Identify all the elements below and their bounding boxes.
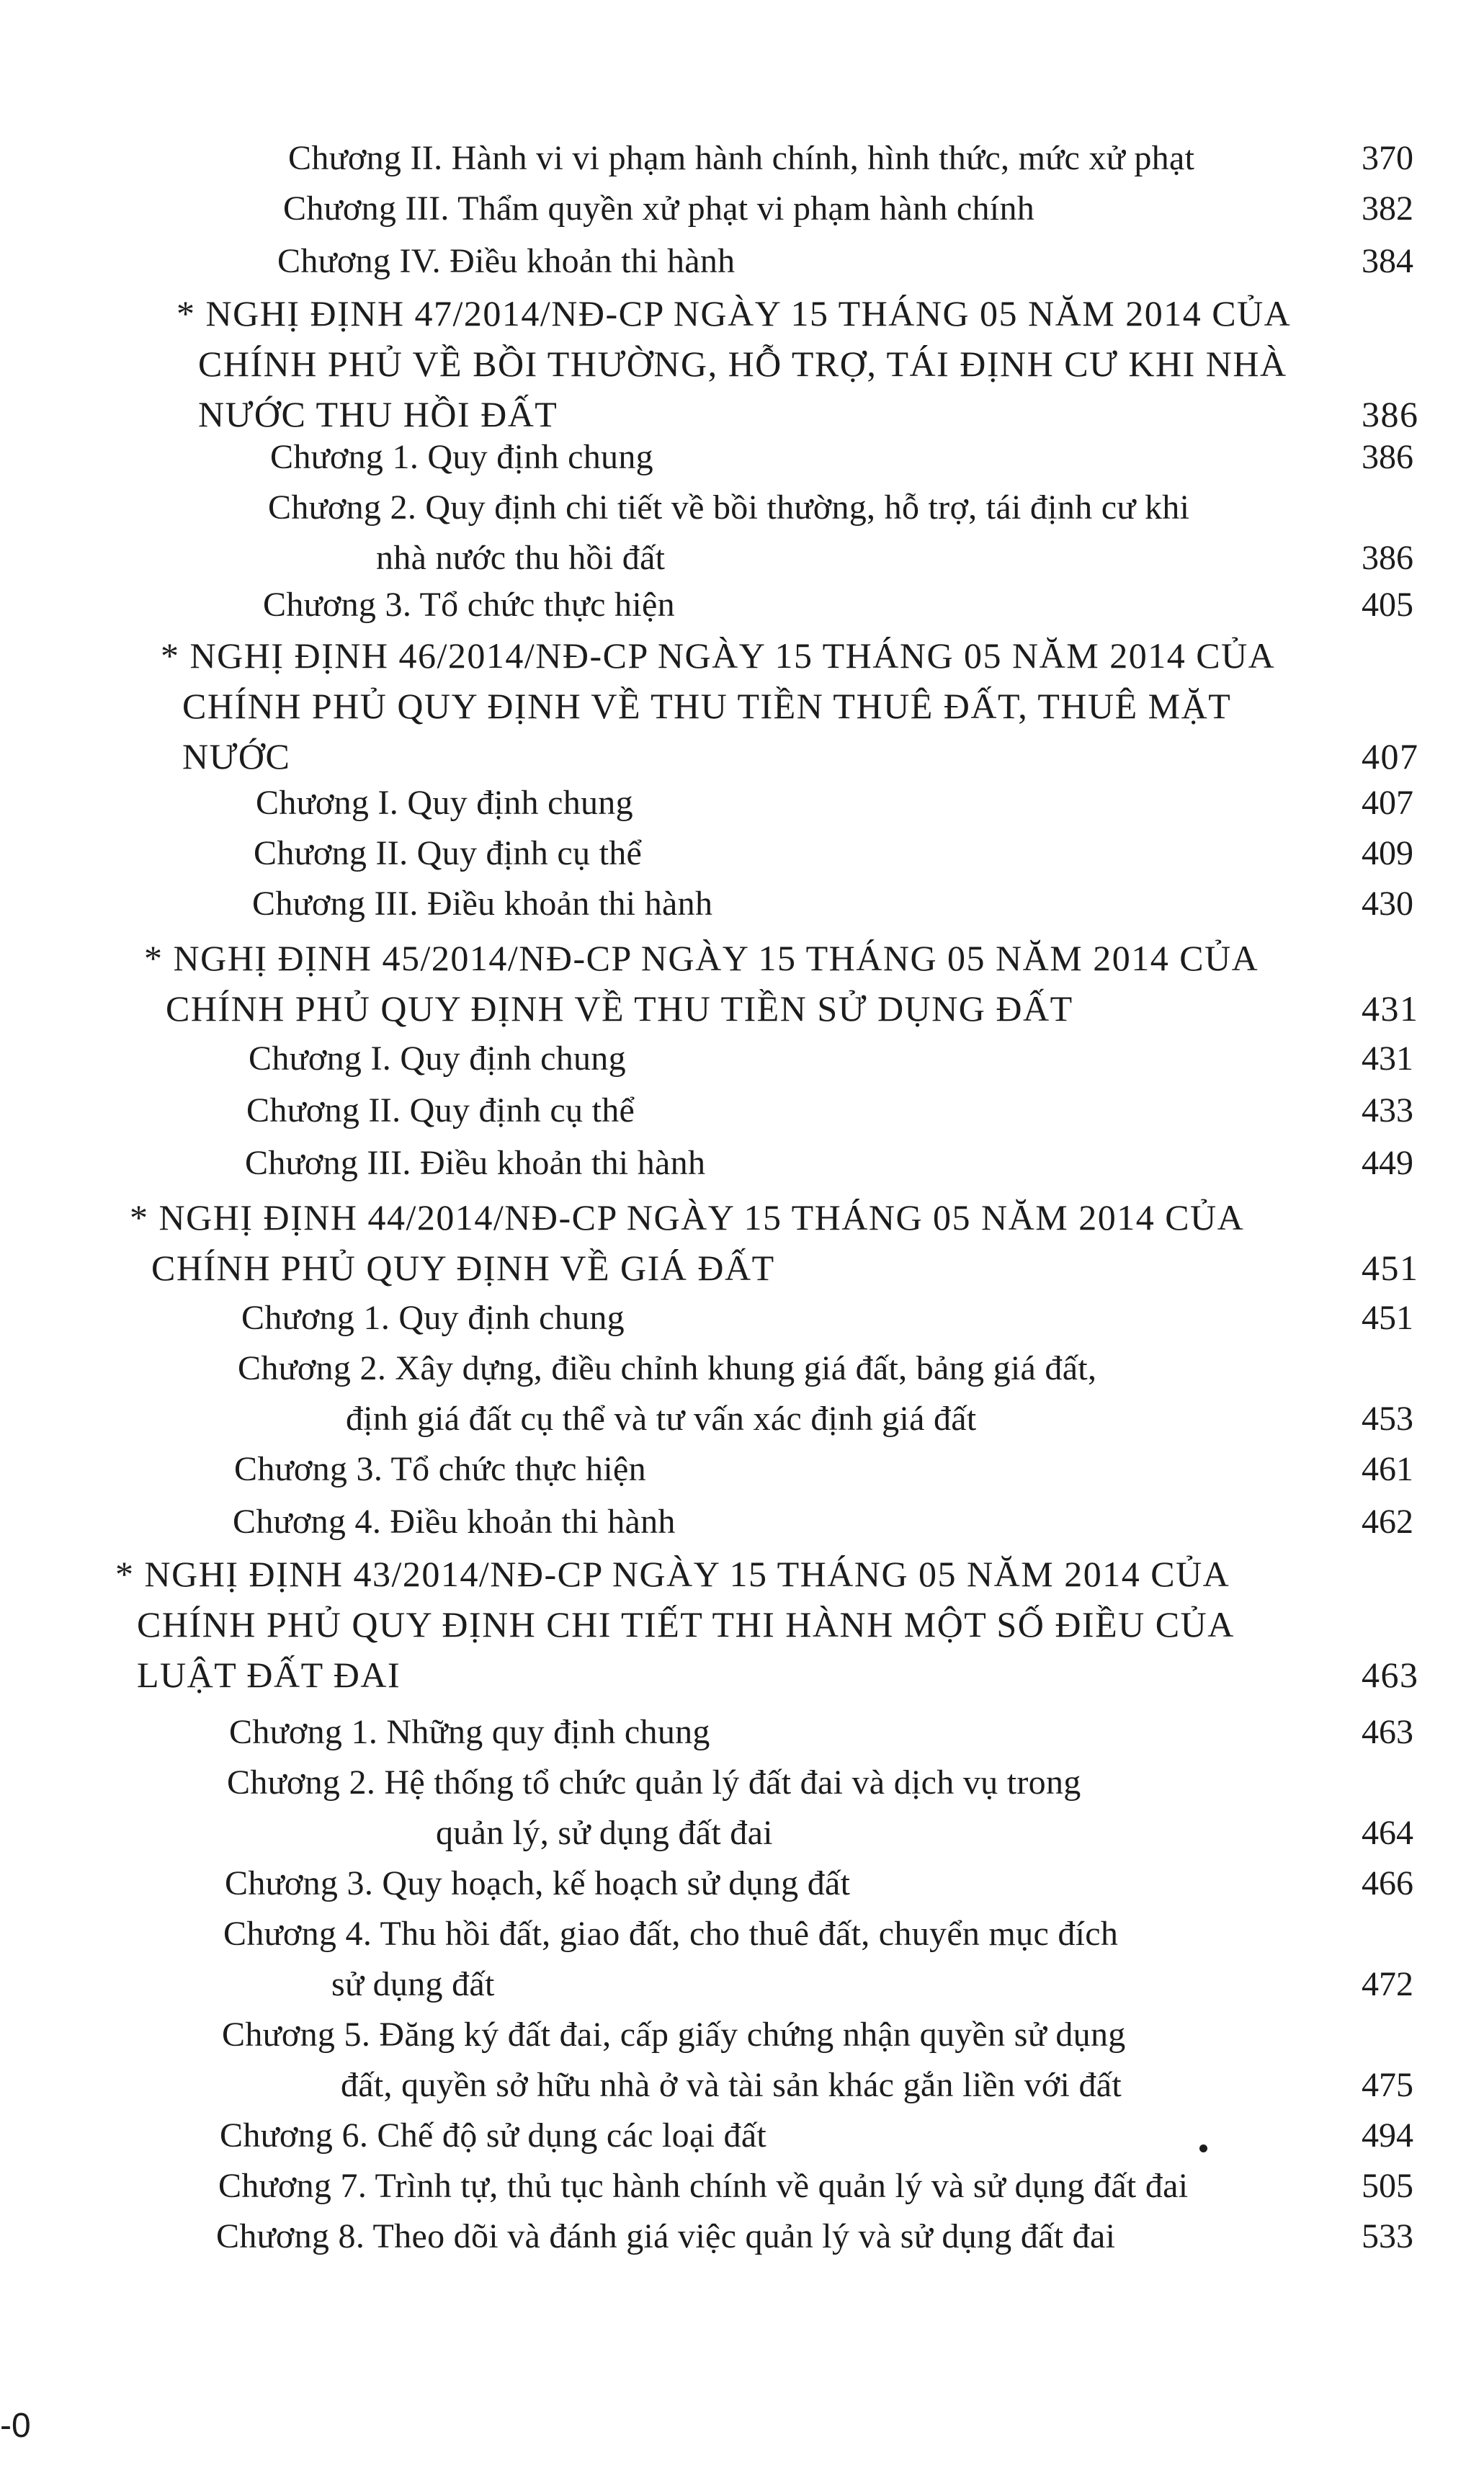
toc-entry-text-line: CHÍNH PHỦ QUY ĐỊNH VỀ GIÁ ĐẤT	[151, 1248, 775, 1288]
toc-entry-text-line: Chương I. Quy định chung	[249, 1039, 626, 1078]
toc-page-number: 382	[1362, 189, 1413, 228]
toc-page-number: 461	[1362, 1450, 1413, 1488]
toc-chapter-entry	[0, 436, 1484, 486]
toc-entry-text-line: sử dụng đất	[331, 1965, 495, 2003]
toc-chapter-entry	[0, 2165, 1484, 2215]
toc-decree-entry	[0, 936, 1484, 1037]
toc-decree-entry	[0, 634, 1484, 785]
toc-chapter-entry	[0, 1037, 1484, 1088]
toc-page-number: 409	[1362, 834, 1413, 872]
toc-entry-text-line: Chương IV. Điều khoản thi hành	[277, 242, 736, 280]
toc-entry-text-line: Chương 1. Quy định chung	[241, 1299, 625, 1337]
toc-chapter-entry	[0, 2114, 1484, 2165]
toc-chapter-entry	[0, 1347, 1484, 1448]
toc-chapter-entry	[0, 1297, 1484, 1347]
toc-entry-text-line: CHÍNH PHỦ QUY ĐỊNH VỀ THU TIỀN THUÊ ĐẤT, THUÊ MẶT	[182, 686, 1232, 726]
toc-chapter-entry	[0, 2215, 1484, 2265]
toc-page-number: 475	[1362, 2066, 1413, 2104]
toc-entry-text-line: Chương II. Hành vi vi phạm hành chính, hình thức, mức xử phạt	[288, 139, 1195, 177]
toc-entry-text-line: Chương 1. Những quy định chung	[229, 1713, 710, 1751]
toc-entry-text-line: Chương 1. Quy định chung	[270, 438, 653, 476]
toc-entry-text-line: Chương 8. Theo dõi và đánh giá việc quản lý và sử dụng đất đai	[216, 2217, 1116, 2255]
toc-entry-text-line: * NGHỊ ĐỊNH 44/2014/NĐ-CP NGÀY 15 THÁNG 05 NĂM 2014 CỦA	[130, 1197, 1245, 1238]
toc-entry-text-line: CHÍNH PHỦ QUY ĐỊNH CHI TIẾT THI HÀNH MỘT SỐ ĐIỀU CỦA	[137, 1604, 1235, 1645]
toc-chapter-entry	[0, 187, 1484, 238]
toc-page-number: 453	[1362, 1400, 1413, 1438]
toc-chapter-entry	[0, 583, 1484, 634]
toc-chapter-entry	[0, 240, 1484, 290]
toc-page-number: 405	[1362, 586, 1413, 624]
toc-page-number: 464	[1362, 1814, 1413, 1852]
toc-entry-text-line: Chương 6. Chế độ sử dụng các loại đất	[220, 2116, 767, 2155]
toc-entry-text-line: định giá đất cụ thể và tư vấn xác định giá đất	[346, 1400, 977, 1438]
toc-page-number: 386	[1362, 539, 1413, 577]
toc-entry-text-line: * NGHỊ ĐỊNH 47/2014/NĐ-CP NGÀY 15 THÁNG 05 NĂM 2014 CỦA	[176, 293, 1292, 334]
toc-page-number: 384	[1362, 242, 1413, 280]
toc-page-number: 433	[1362, 1091, 1413, 1130]
toc-chapter-entry	[0, 1711, 1484, 1761]
toc-entry-text-line: CHÍNH PHỦ VỀ BỒI THƯỜNG, HỖ TRỢ, TÁI ĐỊNH CƯ KHI NHÀ	[198, 344, 1287, 384]
toc-entry-text-line: Chương 3. Tổ chức thực hiện	[263, 586, 675, 624]
toc-chapter-entry	[0, 782, 1484, 832]
toc-decree-entry	[0, 1552, 1484, 1704]
toc-page-number: 431	[1362, 1039, 1413, 1078]
stray-dot-mark	[1199, 2144, 1207, 2152]
toc-entry-text-line: Chương 2. Xây dựng, điều chỉnh khung giá đất, bảng giá đất,	[238, 1349, 1097, 1387]
toc-chapter-entry	[0, 137, 1484, 187]
toc-entry-text-line: * NGHỊ ĐỊNH 45/2014/NĐ-CP NGÀY 15 THÁNG 05 NĂM 2014 CỦA	[144, 938, 1259, 978]
toc-page-number: 463	[1362, 1655, 1419, 1695]
toc-page-number: 386	[1362, 394, 1419, 434]
toc-entry-text-line: Chương II. Quy định cụ thể	[246, 1091, 635, 1130]
toc-entry-text-line: Chương 3. Tổ chức thực hiện	[234, 1450, 646, 1488]
toc-page-number: 451	[1362, 1248, 1419, 1288]
toc-chapter-entry	[0, 1913, 1484, 2013]
toc-entry-text-line: Chương III. Điều khoản thi hành	[245, 1144, 706, 1182]
toc-page-number: 407	[1362, 736, 1419, 777]
toc-page-number: 386	[1362, 438, 1413, 476]
toc-entry-text-line: Chương 7. Trình tự, thủ tục hành chính về quản lý và sử dụng đất đai	[218, 2167, 1189, 2205]
toc-entry-text-line: Chương 4. Thu hồi đất, giao đất, cho thuê đất, chuyển mục đích	[223, 1915, 1119, 1953]
toc-page-number: 505	[1362, 2167, 1413, 2205]
toc-entry-text-line: Chương III. Thẩm quyền xử phạt vi phạm hành chính	[283, 189, 1035, 228]
toc-entry-text-line: Chương I. Quy định chung	[256, 784, 633, 822]
toc-entry-text-line: Chương 4. Điều khoản thi hành	[233, 1503, 676, 1541]
toc-chapter-entry	[0, 1761, 1484, 1862]
toc-entry-text-line: Chương II. Quy định cụ thể	[254, 834, 643, 872]
toc-chapter-entry	[0, 1862, 1484, 1913]
toc-page-number: 462	[1362, 1503, 1413, 1541]
toc-entry-text-line: đất, quyền sở hữu nhà ở và tài sản khác gắn liền với đất	[341, 2066, 1122, 2104]
toc-entry-text-line: quản lý, sử dụng đất đai	[436, 1814, 773, 1852]
toc-page-number: 533	[1362, 2217, 1413, 2255]
toc-decree-entry	[0, 292, 1484, 443]
toc-page-number: 431	[1362, 988, 1419, 1029]
toc-entry-text-line: Chương 2. Hệ thống tổ chức quản lý đất đai và dịch vụ trong	[227, 1763, 1081, 1802]
toc-entry-text-line: * NGHỊ ĐỊNH 43/2014/NĐ-CP NGÀY 15 THÁNG 05 NĂM 2014 CỦA	[115, 1554, 1230, 1594]
toc-entry-text-line: * NGHỊ ĐỊNH 46/2014/NĐ-CP NGÀY 15 THÁNG 05 NĂM 2014 CỦA	[161, 635, 1276, 676]
toc-entry-text-line: NƯỚC	[182, 736, 291, 777]
toc-chapter-entry	[0, 1089, 1484, 1140]
toc-chapter-entry	[0, 486, 1484, 587]
page-number-fragment: -0	[0, 2407, 31, 2445]
toc-entry-text-line: NƯỚC THU HỒI ĐẤT	[198, 394, 558, 434]
toc-chapter-entry	[0, 832, 1484, 882]
toc-chapter-entry	[0, 1448, 1484, 1498]
toc-page-number: 472	[1362, 1965, 1413, 2003]
toc-chapter-entry	[0, 882, 1484, 933]
toc-chapter-entry	[0, 1500, 1484, 1551]
toc-chapter-entry	[0, 2013, 1484, 2114]
toc-page-number: 451	[1362, 1299, 1413, 1337]
toc-entry-text-line: Chương III. Điều khoản thi hành	[252, 885, 713, 923]
toc-decree-entry	[0, 1196, 1484, 1297]
toc-entry-text-line: Chương 3. Quy hoạch, kế hoạch sử dụng đất	[225, 1864, 851, 1902]
toc-page-number: 494	[1362, 2116, 1413, 2155]
toc-chapter-entry	[0, 1142, 1484, 1192]
toc-page-number: 449	[1362, 1144, 1413, 1182]
toc-entry-text-line: nhà nước thu hồi đất	[376, 539, 666, 577]
toc-page-number: 407	[1362, 784, 1413, 822]
toc-page-number: 463	[1362, 1713, 1413, 1751]
toc-entry-text-line: CHÍNH PHỦ QUY ĐỊNH VỀ THU TIỀN SỬ DỤNG ĐẤT	[166, 988, 1073, 1029]
toc-entry-text-line: LUẬT ĐẤT ĐAI	[137, 1655, 401, 1695]
toc-page-number: 370	[1362, 139, 1413, 177]
toc-entry-text-line: Chương 5. Đăng ký đất đai, cấp giấy chứng nhận quyền sử dụng	[222, 2016, 1126, 2054]
toc-page-number: 466	[1362, 1864, 1413, 1902]
toc-entry-text-line: Chương 2. Quy định chi tiết về bồi thường, hỗ trợ, tái định cư khi	[268, 488, 1190, 527]
toc-page-number: 430	[1362, 885, 1413, 923]
